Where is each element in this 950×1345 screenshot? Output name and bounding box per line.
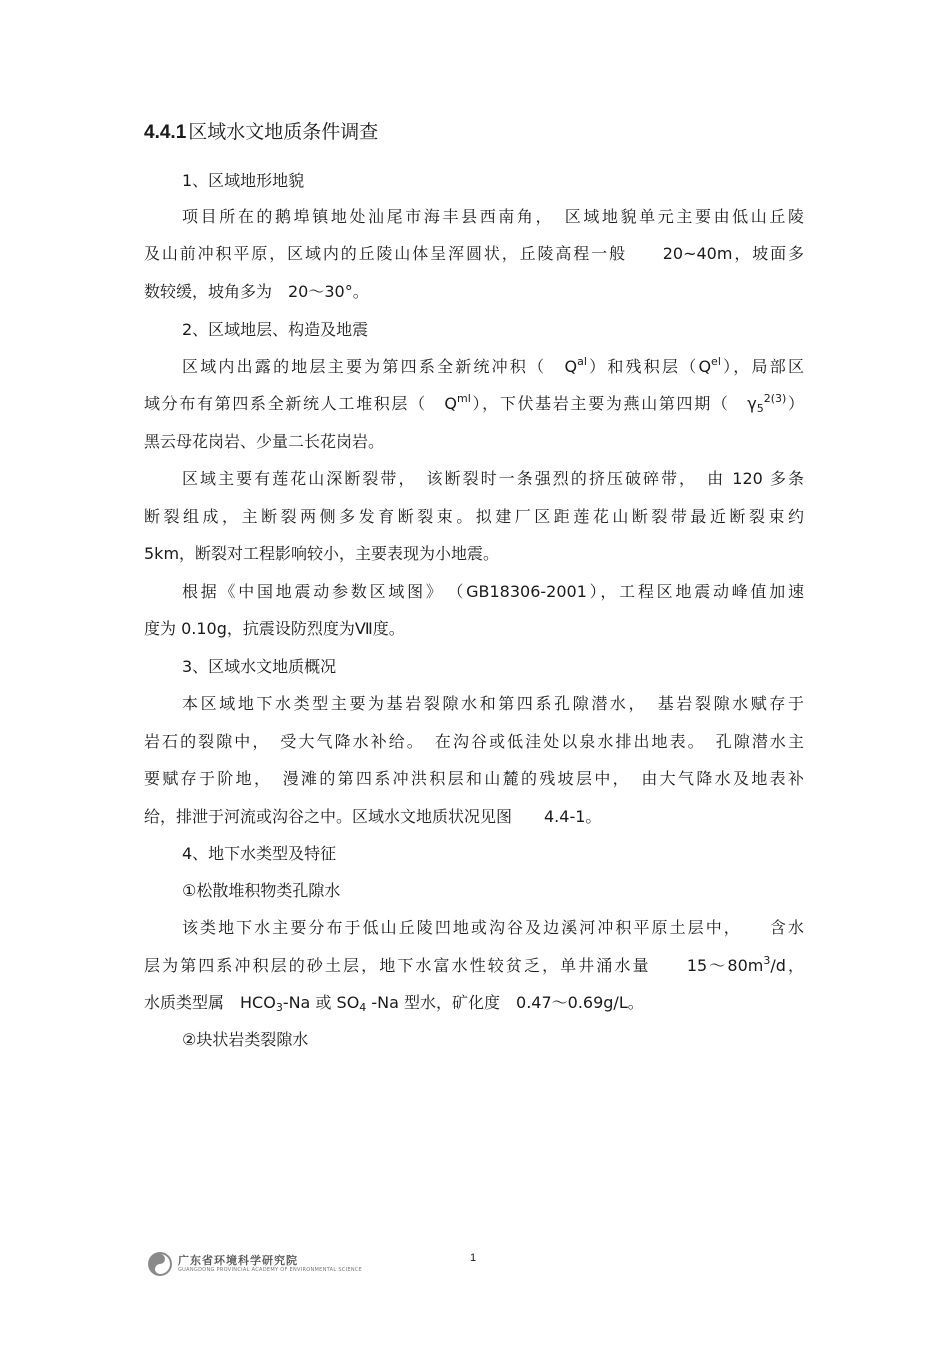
paragraph-line: 本区域地下水类型主要为基岩裂隙水和第四系孔隙潜水， 基岩裂隙水赋存于 <box>182 694 804 713</box>
superscript: al <box>577 355 587 368</box>
paragraph-line: 项目所在的鹅埠镇地处汕尾市海丰县西南角， 区域地貌单元主要由低山丘陵 <box>182 207 804 226</box>
section-title: 区域水文地质条件调查 <box>188 121 379 143</box>
paragraph-line: 该类地下水主要分布于低山丘陵凹地或沟谷及边溪河冲积平原土层中， 含水 <box>182 918 804 937</box>
section-heading <box>144 118 378 147</box>
section-number: 4.4.1 <box>144 122 187 143</box>
text-run: 水质类型属 HCO <box>144 993 276 1012</box>
subscript: 5 <box>756 402 764 415</box>
subsection-title-4: 4、地下水类型及特征 <box>182 844 337 863</box>
subsection-title-2: 2、区域地层、构造及地震 <box>182 320 369 339</box>
text-run: ）和残积层（Q <box>586 357 712 376</box>
text-run: 层为第四系冲积层的砂土层，地下水富水性较贫乏，单井涌水量 15～80m <box>144 956 764 975</box>
subscript: 4 <box>359 1001 367 1014</box>
paragraph-line: 度为 0.10g，抗震设防烈度为Ⅶ度。 <box>144 619 405 638</box>
superscript: 3 <box>763 954 771 967</box>
paragraph-line: 5km，断裂对工程影响较小，主要表现为小地震。 <box>144 544 500 563</box>
text-run: ） <box>786 394 804 413</box>
superscript: ml <box>457 392 471 405</box>
subsection-title-3: 3、区域水文地质概况 <box>182 657 337 676</box>
footer-logo <box>146 1250 363 1280</box>
text-run: -Na 型水，矿化度 0.47～0.69g/L。 <box>366 993 644 1012</box>
paragraph-line: 黑云母花岗岩、少量二长花岗岩。 <box>144 432 385 451</box>
subsection-title-1: 1、区域地形地貌 <box>182 171 305 190</box>
superscript: 2(3) <box>763 392 787 405</box>
text-run: -Na 或 SO <box>282 993 360 1012</box>
subsection-item-1: ①松散堆积物类孔隙水 <box>182 881 341 900</box>
text-run: ），下伏基岩主要为燕山第四期（ γ <box>470 394 757 413</box>
paragraph-line: 及山前冲积平原，区域内的丘陵山体呈浑圆状，丘陵高程一般 20~40m，坡面多 <box>144 244 804 263</box>
paragraph-line: 根据《中国地震动参数区域图》 （GB18306-2001），工程区地震动峰值加速 <box>182 582 804 601</box>
text-run: 区域内出露的地层主要为第四系全新统冲积（ Q <box>182 357 578 376</box>
academy-logo-icon <box>146 1250 174 1278</box>
subscript: 3 <box>275 1001 283 1014</box>
paragraph-line: 岩石的裂隙中， 受大气降水补给。 在沟谷或低洼处以泉水排出地表。 孔隙潜水主 <box>144 732 804 751</box>
paragraph-line: 给，排泄于河流或沟谷之中。区域水文地质状况见图 4.4-1。 <box>144 807 602 826</box>
paragraph-line <box>144 991 644 1015</box>
superscript: el <box>711 355 721 368</box>
text-run: ），局部区 <box>720 357 804 376</box>
page-number: 1 <box>470 1252 477 1264</box>
paragraph-line: 断裂组成，主断裂两侧多发育断裂束。拟建厂区距莲花山断裂带最近断裂束约 <box>144 507 804 526</box>
org-name-en: GUANGDONG PROVINCIAL ACADEMY OF ENVIRONMENTAL SCIENCE <box>178 1267 363 1273</box>
org-name: 广东省环境科学研究院 <box>178 1254 298 1267</box>
text-run: 域分布有第四系全新统人工堆积层（ Q <box>144 394 458 413</box>
paragraph-line <box>144 392 804 416</box>
paragraph-line <box>144 954 804 978</box>
text-run: /d， <box>770 956 804 975</box>
paragraph-line: 要赋存于阶地， 漫滩的第四系冲洪积层和山麓的残坡层中， 由大气降水及地表补 <box>144 769 804 788</box>
paragraph-line <box>182 355 804 379</box>
paragraph-line: 区域主要有莲花山深断裂带， 该断裂时一条强烈的挤压破碎带， 由 120 多条 <box>182 469 804 488</box>
subsection-item-2: ②块状岩类裂隙水 <box>182 1030 309 1049</box>
paragraph-line: 数较缓，坡角多为 20～30°。 <box>144 282 369 301</box>
